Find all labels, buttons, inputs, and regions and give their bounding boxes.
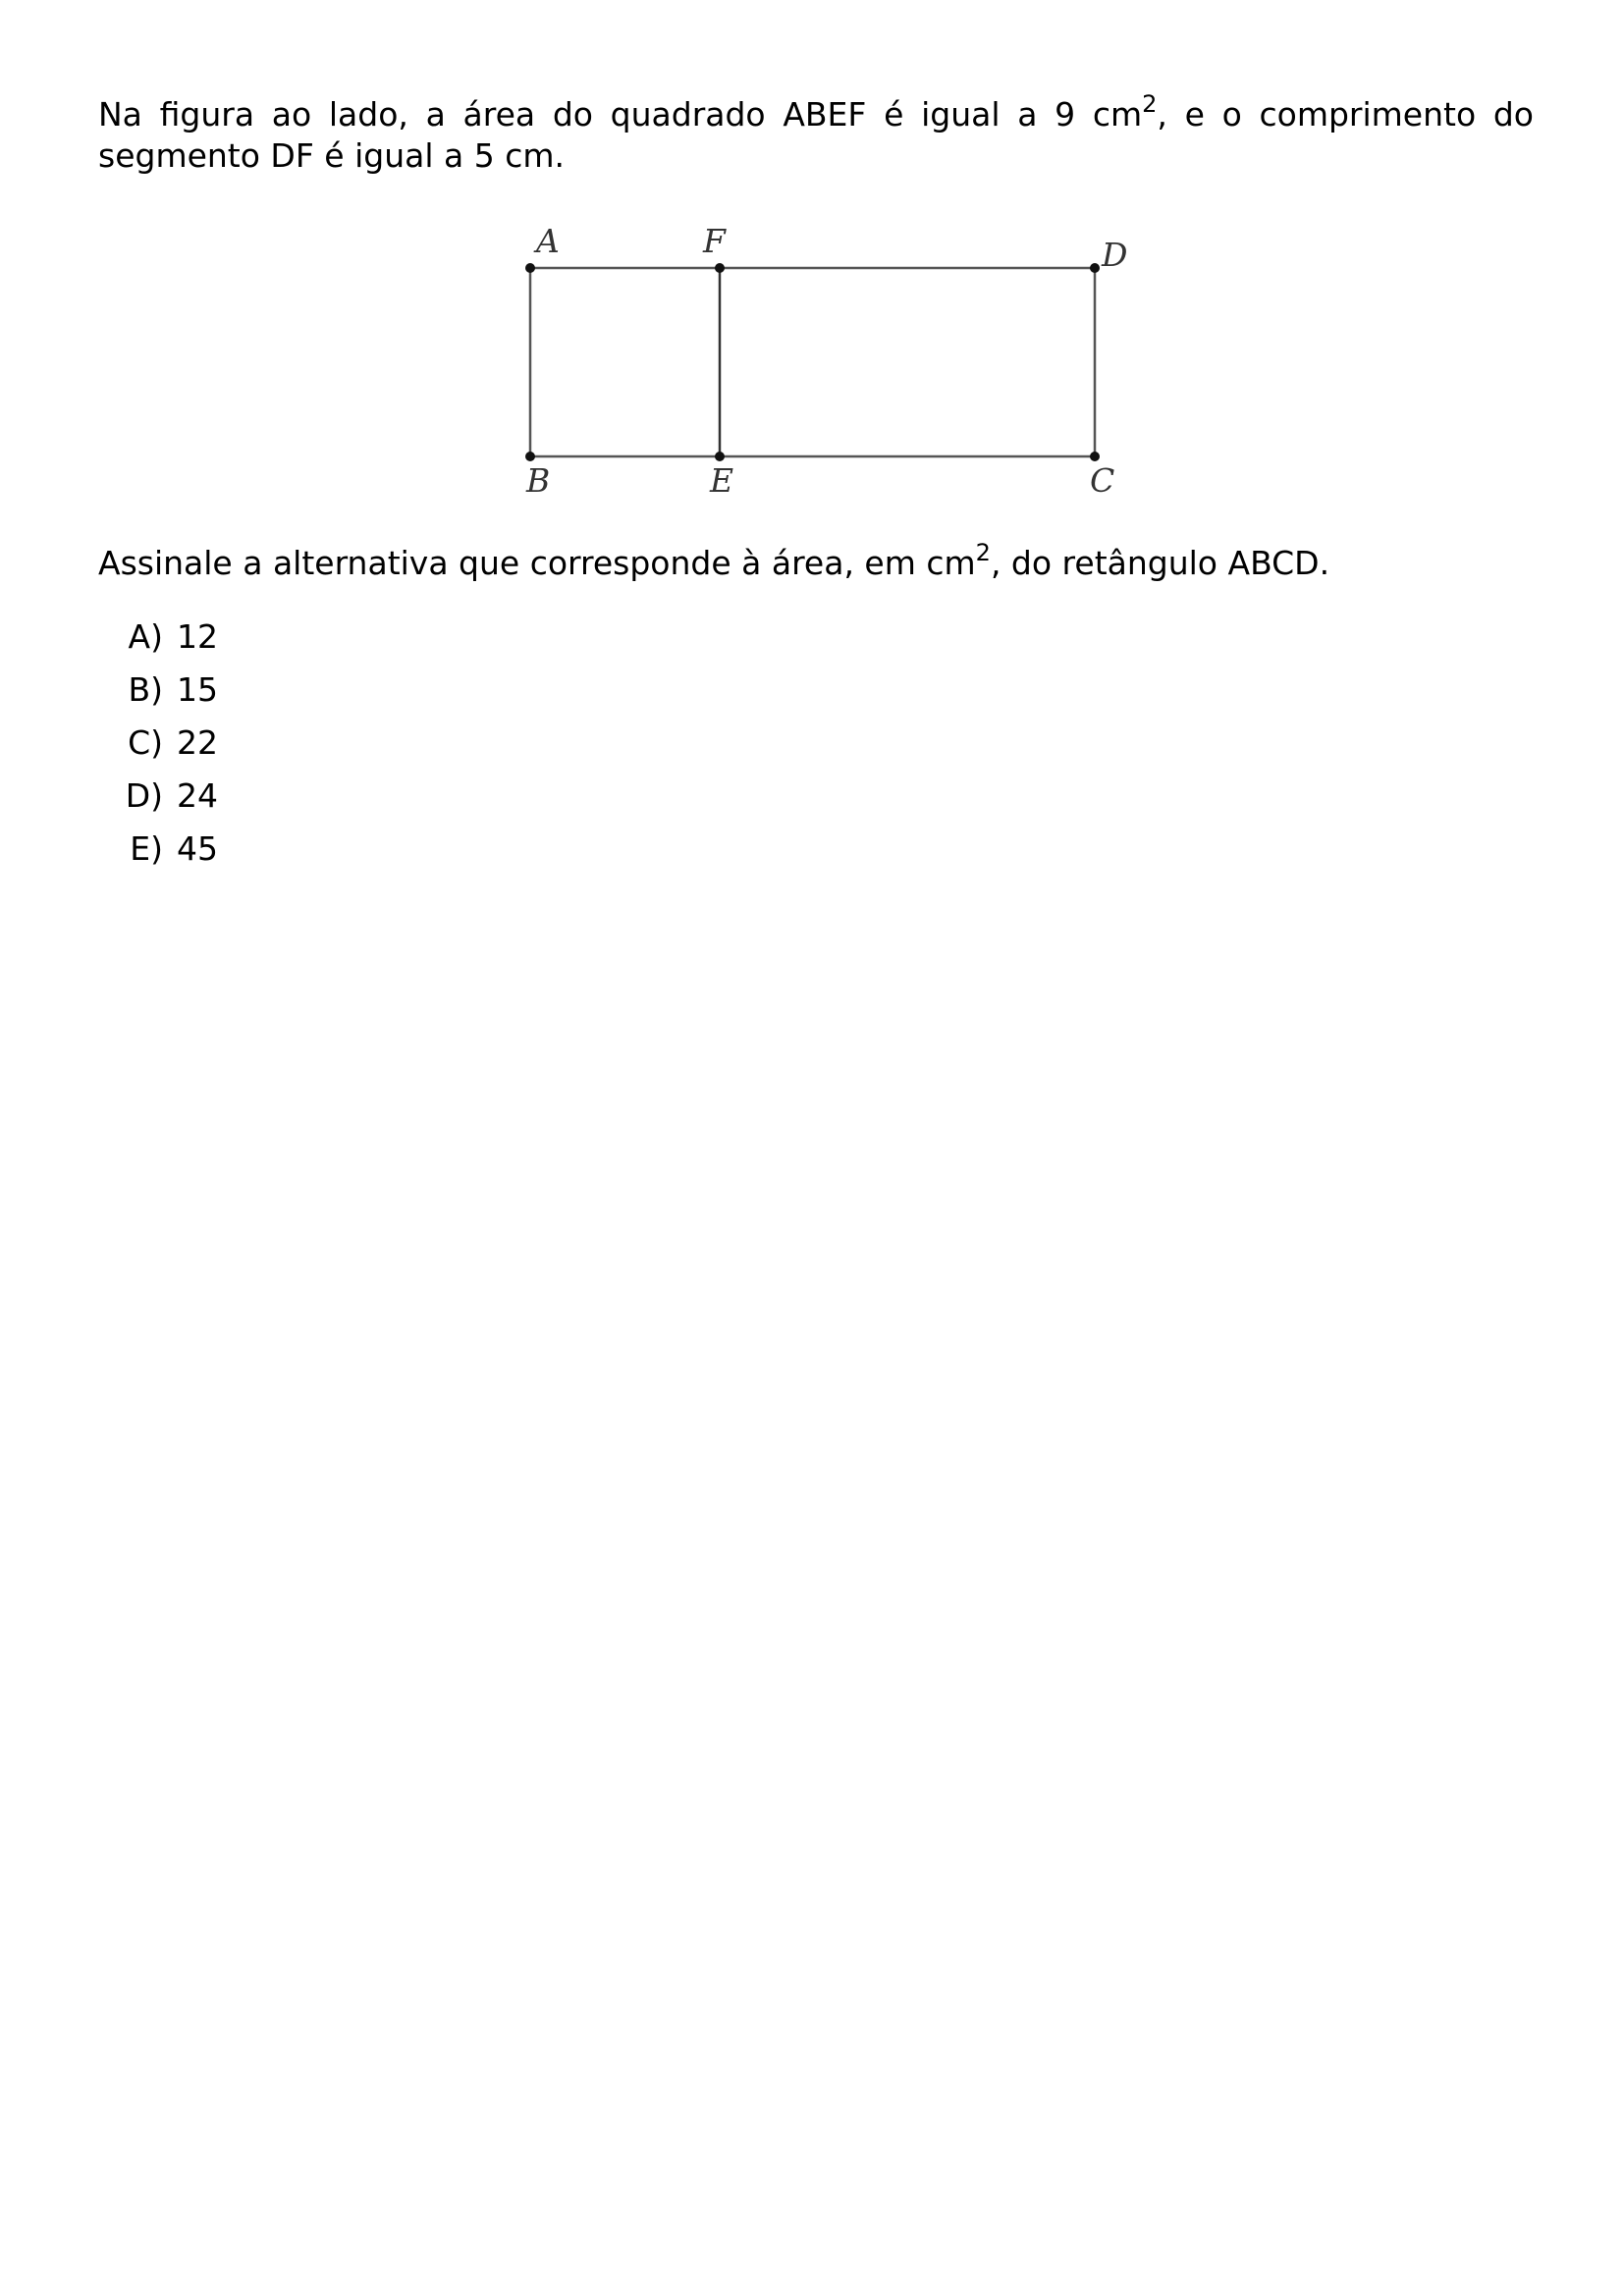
intro-text-start: Na figura ao lado, a área do quadrado ABEF é igual a 9 cm: [98, 95, 1143, 133]
option-value: 15: [177, 670, 218, 709]
geometry-figure: [491, 211, 1159, 506]
label-a: A: [536, 222, 560, 260]
option-value: 45: [177, 829, 218, 868]
label-c: C: [1090, 461, 1115, 500]
question-text-end: , do retângulo ABCD.: [990, 544, 1330, 582]
point-d: [1090, 263, 1100, 273]
answer-options: [98, 616, 218, 881]
label-e: E: [710, 461, 734, 500]
option-e[interactable]: [98, 828, 218, 881]
option-b[interactable]: [98, 669, 218, 722]
question-text-start: Assinale a alternativa que corresponde à área, em cm: [98, 544, 976, 582]
intro-superscript: 2: [1142, 90, 1158, 118]
point-e: [715, 452, 725, 461]
problem-statement: [98, 90, 1535, 177]
option-letter: B): [128, 670, 163, 709]
option-value: 12: [177, 617, 218, 656]
option-d[interactable]: [98, 775, 218, 828]
point-c: [1090, 452, 1100, 461]
option-letter: A): [128, 617, 163, 656]
option-letter: C): [128, 723, 163, 762]
option-letter: D): [125, 776, 163, 815]
point-b: [525, 452, 535, 461]
option-c[interactable]: [98, 722, 218, 775]
intro-text-end: , e o comprimento do segmento DF é igual a 5 cm.: [98, 95, 1535, 175]
point-f: [715, 263, 725, 273]
option-a[interactable]: [98, 616, 218, 669]
point-a: [525, 263, 535, 273]
label-b: B: [526, 461, 551, 500]
option-letter: E): [130, 829, 163, 868]
label-d: D: [1102, 236, 1128, 274]
question-prompt: [98, 539, 1330, 584]
question-superscript: 2: [975, 539, 991, 566]
option-value: 22: [177, 723, 218, 762]
option-value: 24: [177, 776, 218, 815]
label-f: F: [703, 222, 726, 260]
